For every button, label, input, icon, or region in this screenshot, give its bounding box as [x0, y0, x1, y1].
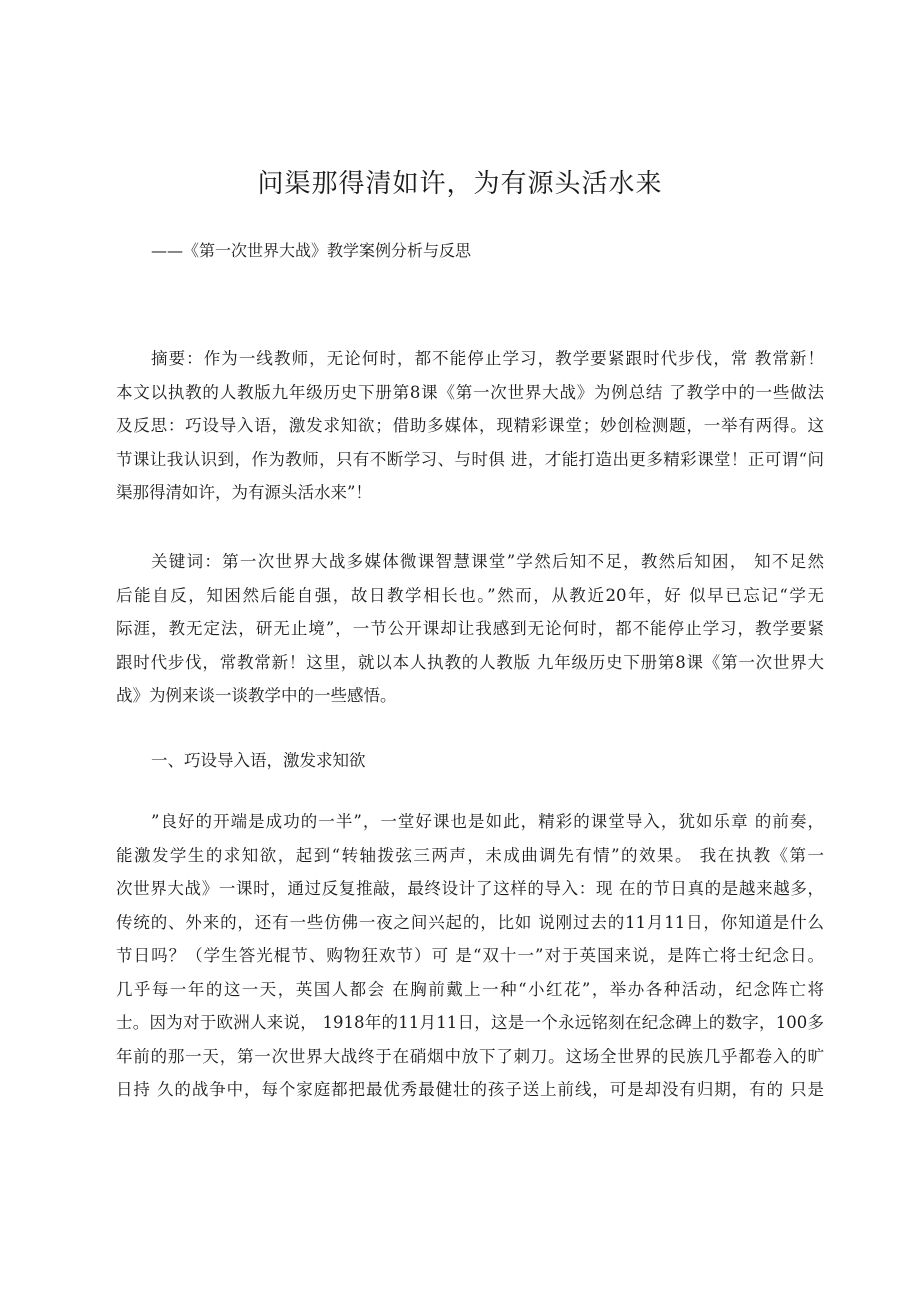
section1-paragraph	[116, 805, 824, 1107]
section1-line: 士。因为对于欧洲人来说， 1918年的11月11日，这是一个永远铭刻在纪念碑上的数字，100多	[116, 1013, 824, 1032]
section1-line: 日持 久的战争中，每个家庭都把最优秀最健壮的孩子送上前线，可是却没有归期，有的 只是	[116, 1080, 824, 1099]
section1-line: 能激发学生的求知欲，起到“转轴拨弦三两声，未成曲调先有情”的效果。 我在执教《第一	[116, 845, 824, 865]
keywords-line: 关键词：第一次世界大战多媒体微课智慧课堂”学然后知不足，教然后知困， 知不足然	[151, 552, 824, 571]
abstract-line: 节课让我认识到，作为教师，只有不断学习、与时俱 进，才能打造出更多精彩课堂！正可谓“问	[116, 449, 824, 469]
keywords-line: 战》为例来谈一谈教学中的一些感悟。	[116, 686, 397, 705]
abstract-paragraph	[116, 342, 824, 510]
keywords-line: 跟时代步伐，常教常新！这里，就以本人执教的人教版 九年级历史下册第8课《第一次世界大	[116, 652, 824, 672]
abstract-line: 本文以执教的人教版九年级历史下册第8课《第一次世界大战》为例总结 了教学中的一些做法	[116, 382, 824, 402]
section1-line: 次世界大战》一课时，通过反复推敲，最终设计了这样的导入：现 在的节日真的是越来越多，	[116, 879, 824, 898]
keywords-line: 际涯，教无定法，研无止境”，一节公开课却让我感到无论何时，都不能停止学习，教学要紧	[116, 619, 824, 638]
document-subtitle: ——《第一次世界大战》教学案例分析与反思	[151, 241, 472, 260]
section-heading: 一、巧设导入语，激发求知欲	[151, 751, 366, 770]
section1-line: 几乎每一年的这一天，英国人都会 在胸前戴上一种“小红花”，举办各种活动，纪念阵亡将	[116, 979, 824, 999]
section1-line: ”良好的开端是成功的一半”，一堂好课也是如此，精彩的课堂导入，犹如乐章 的前奏，	[151, 812, 824, 831]
abstract-line: 渠那得清如许，为有源头活水来”！	[116, 483, 372, 502]
section1-line: 传统的、外来的，还有一些仿佛一夜之间兴起的，比如 说刚过去的11月11日，你知道是什么	[116, 912, 824, 932]
abstract-line: 及反思：巧设导入语，激发求知欲；借助多媒体，现精彩课堂；妙创检测题，一举有两得。这	[116, 416, 824, 435]
section1-line: 年前的那一天，第一次世界大战终于在硝烟中放下了刺刀。这场全世界的民族几乎都卷入的旷	[116, 1046, 824, 1066]
document-title: 问渠那得清如许，为有源头活水来	[257, 169, 663, 199]
abstract-line: 摘要：作为一线教师，无论何时，都不能停止学习，教学要紧跟时代步伐，常 教常新！	[151, 349, 824, 368]
section1-line: 节日吗？（学生答光棍节、购物狂欢节）可 是“双十一”对于英国来说，是阵亡将士纪念日。	[116, 946, 824, 965]
keywords-line: 后能自反，知困然后能自强，故日教学相长也。”然而，从教近20年，好 似早已忘记“学无	[116, 585, 824, 605]
keywords-paragraph	[116, 545, 824, 713]
